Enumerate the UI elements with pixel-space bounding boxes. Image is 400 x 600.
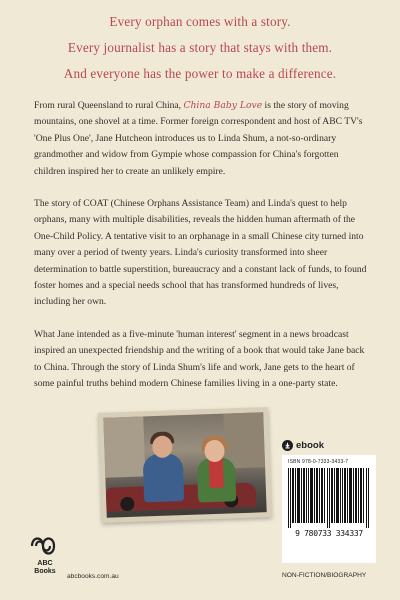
photo-scarf — [209, 458, 224, 488]
abc-wordmark-line1: ABC — [37, 560, 53, 567]
abc-books-wordmark — [30, 560, 60, 576]
photo-scene — [103, 412, 266, 518]
abc-wordmark-line2: Books — [34, 568, 56, 575]
blurb-paragraph-3: What Jane intended as a five-minute 'human interest' segment in a news broadcast inspired an unexpected friendship and the writing of a book that would take Jane back to China. Through the story of Linda Shum's life and work, Jane gets to the heart of some painful truths behind modern Chinese families living in a one-party state. — [34, 329, 365, 390]
ebook-label: ebook — [296, 439, 324, 451]
photo-person-linda — [143, 453, 185, 502]
book-title: China Baby Love — [183, 100, 263, 111]
blurb-paragraph-2: The story of COAT (Chinese Orphans Assistance Team) and Linda's quest to help orphans, many with multiple disabilities, reveals the hidden human aftermath of the One-Child Policy. A tentative visit to an orphanage in a small Chinese city turned into many over a period of twenty years. Linda's curiosity transformed into sheer determination to battle superstition, bureaucracy and a constant lack of funds, to found foster homes and a special needs school that has transformed hundreds of lives, including her own. — [34, 198, 367, 308]
barcode-panel — [282, 455, 376, 563]
ebook-download-icon — [282, 440, 293, 451]
blurb-paragraph-1-rest: is the story of moving mountains, one shovel at a time. Former foreign correspondent and host of ABC TV's 'One Plus One', Jane Hutcheon introduces us to Linda Shum, a not-so-ordinary grandmother and widow from Gympie whose compassion for China's forgotten children inspired her to create an unlikely empire. — [34, 100, 363, 177]
tagline-3: And everyone has the power to make a difference. — [63, 66, 337, 81]
ebook-badge — [282, 438, 324, 452]
tagline-1: Every orphan comes with a story. — [109, 14, 291, 29]
author-photo — [98, 407, 272, 523]
blurb-paragraph-1-lead: From rural Queensland to rural China, — [34, 100, 184, 111]
blurb-paragraph-1 — [34, 98, 370, 180]
publisher-url: abcbooks.com.au — [67, 573, 119, 580]
barcode-number: 9 780733 334337 — [295, 529, 363, 538]
barcode — [288, 468, 370, 528]
category-label: NON-FICTION/BIOGRAPHY — [282, 572, 367, 579]
photo-building-left — [103, 416, 145, 477]
download-arrow-icon — [284, 442, 291, 449]
isbn-label: ISBN 978-0-7333-3433-7 — [288, 459, 349, 465]
tagline-2: Every journalist has a story that stays with them. — [67, 40, 333, 55]
